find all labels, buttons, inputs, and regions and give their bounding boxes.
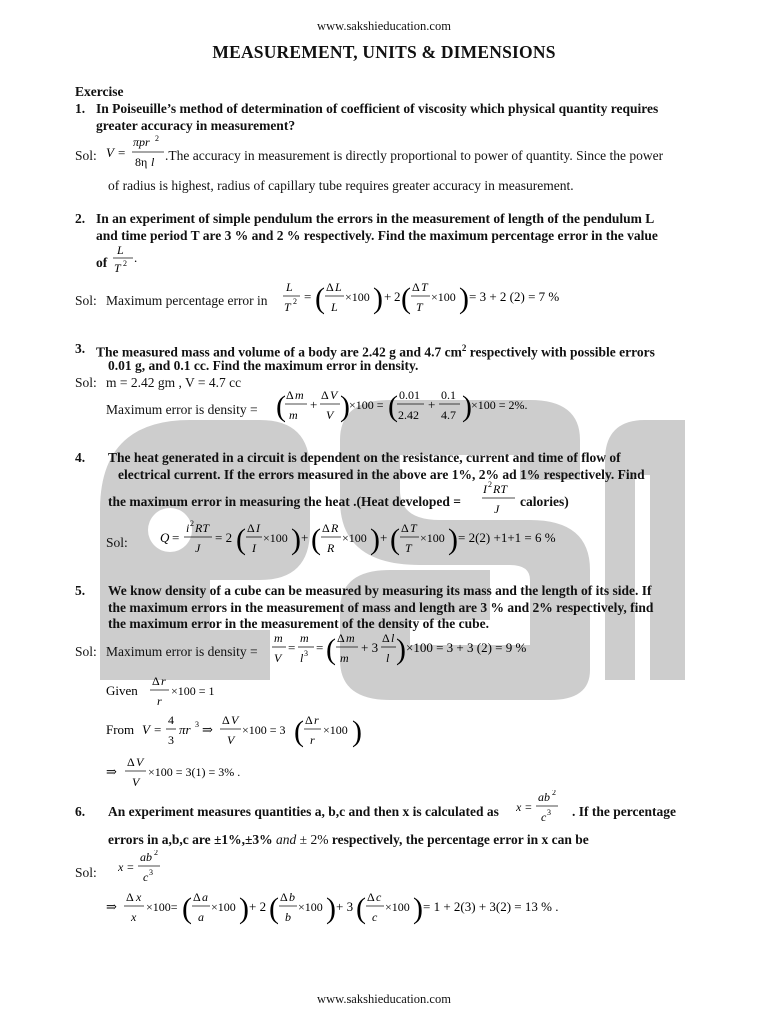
q6-question-line1: An experiment measures quantities a, b,c and then x is calculated as — [108, 804, 499, 819]
svg-text:0.1: 0.1 — [441, 388, 456, 402]
svg-text:L: L — [286, 280, 293, 294]
q6-solution-formula — [118, 850, 178, 893]
svg-text:×100: ×100 — [211, 900, 236, 914]
svg-text:): ) — [396, 633, 406, 666]
q5-number: 5. — [75, 583, 86, 598]
svg-text:=: = — [525, 800, 532, 814]
svg-text:=: = — [172, 530, 180, 545]
q5-question-line1: We know density of a cube can be measured by measuring its mass and the length of its side. If — [108, 583, 652, 598]
svg-text:+ 3: + 3 — [361, 640, 379, 655]
svg-text:3: 3 — [547, 808, 551, 817]
q3-solution-formula — [276, 386, 546, 433]
svg-text:+ 3: + 3 — [336, 899, 354, 914]
svg-text:4: 4 — [168, 713, 174, 727]
q5-result-formula — [106, 754, 286, 799]
svg-text:V: V — [132, 775, 140, 789]
svg-text:×100: ×100 — [323, 723, 348, 737]
svg-text:J: J — [195, 541, 201, 555]
q4-question-line2: electrical current. If the errors measured in the above are 1%, 2% ad 1% respectively. Find — [118, 467, 645, 482]
q4-question-formula — [480, 479, 520, 524]
q4-question-line3: the maximum error in measuring the heat .(Heat developed = — [108, 494, 461, 509]
svg-text:x: x — [136, 890, 142, 904]
svg-text:x: x — [516, 800, 522, 814]
q1-sol-label: Sol: — [75, 148, 97, 163]
svg-text:2: 2 — [552, 790, 556, 797]
q3-number: 3. — [75, 341, 86, 356]
svg-text:L: L — [335, 280, 342, 294]
svg-text:): ) — [340, 390, 350, 423]
q2-question-formula — [111, 243, 141, 284]
svg-text:l: l — [391, 631, 395, 645]
q2-number: 2. — [75, 211, 86, 226]
q3-question-line1: The measured mass and volume of a body are 2.42 g and 4.7 $cm^2$ respectively with possible errors — [96, 343, 655, 360]
svg-text:+: + — [310, 397, 318, 412]
svg-text:L: L — [117, 243, 124, 257]
svg-text:×100: ×100 — [263, 531, 288, 545]
q4-solution-formula — [160, 519, 590, 566]
svg-text:T: T — [405, 541, 412, 555]
svg-text:2.42: 2.42 — [398, 408, 419, 422]
svg-text:(: ( — [236, 523, 246, 556]
svg-text:c: c — [541, 810, 547, 824]
svg-text:b: b — [285, 910, 291, 924]
svg-text:=: = — [304, 289, 312, 304]
svg-text:V: V — [326, 408, 334, 422]
q1-question-line2: greater accuracy in measurement? — [96, 118, 296, 133]
q6-question-line1-end: . If the percentage — [572, 804, 676, 819]
svg-text:x: x — [118, 860, 124, 874]
q1-solution-line2: of radius is highest, radius of capillary tube requires greater accuracy in measurement. — [108, 178, 574, 193]
q2-question-line1: In an experiment of simple pendulum the errors in the measurement of length of the pendulum L — [96, 211, 655, 226]
svg-text:×100 = 3 + 3 (2) = 9 %: ×100 = 3 + 3 (2) = 9 % — [406, 640, 527, 655]
svg-text:Δ: Δ — [280, 890, 288, 904]
svg-text:Δ: Δ — [326, 280, 334, 294]
svg-text:=: = — [154, 722, 162, 737]
q3-sol-text: Maximum error is density = — [106, 402, 258, 417]
svg-text:V: V — [142, 722, 150, 737]
q5-from-formula — [106, 712, 376, 759]
svg-text:Δ: Δ — [193, 890, 201, 904]
svg-text:+: + — [380, 530, 388, 545]
svg-text:Δ: Δ — [126, 890, 134, 904]
svg-text:Δ: Δ — [321, 388, 329, 402]
svg-text:m: m — [289, 408, 298, 422]
svg-text:Δ: Δ — [222, 713, 230, 727]
svg-text:b: b — [289, 890, 295, 904]
svg-text:4.7: 4.7 — [441, 408, 456, 422]
svg-text:2: 2 — [190, 519, 194, 528]
svg-text:=: = — [118, 145, 126, 160]
svg-text:x: x — [131, 910, 137, 924]
svg-text:): ) — [373, 282, 383, 315]
svg-text:Δ: Δ — [322, 521, 330, 535]
header-site-url: www.sakshieducation.com — [317, 19, 451, 33]
svg-text:c: c — [372, 910, 378, 924]
q3-given: m = 2.42 gm , V = 4.7 cc — [106, 375, 242, 390]
svg-text:(: ( — [388, 390, 398, 423]
svg-text:.: . — [134, 250, 138, 265]
svg-text:m: m — [300, 631, 309, 645]
svg-text:a: a — [202, 890, 208, 904]
svg-text:×100 = 1: ×100 = 1 — [171, 684, 215, 698]
svg-text:= 3 + 2 (2) = 7 %: = 3 + 2 (2) = 7 % — [469, 289, 560, 304]
svg-text:V: V — [274, 651, 282, 665]
svg-text:r: r — [161, 674, 166, 688]
svg-text:Δ: Δ — [305, 713, 313, 727]
svg-text:Q: Q — [160, 530, 170, 545]
svg-text:T: T — [410, 521, 417, 535]
page-title: MEASUREMENT, UNITS & DIMENSIONS — [212, 42, 556, 62]
svg-text:Given: Given — [106, 683, 138, 698]
svg-text:J: J — [494, 502, 500, 516]
q5-question-line2: the maximum errors in the measurement of mass and length are 3 % and 2% respectively, find — [108, 600, 654, 615]
svg-text:m: m — [274, 631, 283, 645]
q6-question-formula — [516, 790, 576, 833]
svg-text:RT: RT — [493, 482, 508, 496]
svg-text:c: c — [376, 890, 382, 904]
svg-text:3: 3 — [149, 868, 153, 877]
q6-question-line2: errors in a,b,c are ±1%,±3% and ± 2% respectively, the percentage error in x can be — [108, 832, 589, 847]
svg-text:r: r — [314, 713, 319, 727]
svg-text:×100=: ×100= — [146, 900, 178, 914]
q3-sol-label: Sol: — [75, 375, 97, 390]
svg-text:I: I — [483, 482, 487, 496]
q4-number: 4. — [75, 450, 86, 465]
svg-text:πr: πr — [179, 722, 191, 737]
svg-text:3: 3 — [195, 720, 199, 729]
svg-text:Δ: Δ — [401, 521, 409, 535]
q1-question-line1: In Poiseuille’s method of determination of coefficient of viscosity which physical quantity requires — [96, 101, 659, 116]
svg-text:2: 2 — [123, 259, 127, 268]
svg-text:×100 =: ×100 = — [349, 398, 384, 412]
q4-question-line1: The heat generated in a circuit is dependent on the resistance, current and time of flow of — [108, 450, 621, 465]
q4-sol-label: Sol: — [106, 535, 128, 550]
svg-text:): ) — [239, 892, 249, 925]
q5-solution-formula — [272, 629, 562, 676]
svg-text:V: V — [227, 733, 235, 747]
svg-text:Δ: Δ — [367, 890, 375, 904]
svg-text:Δ: Δ — [337, 631, 345, 645]
q6-number: 6. — [75, 804, 86, 819]
svg-text:m: m — [346, 631, 355, 645]
svg-text:=: = — [127, 860, 134, 874]
svg-text:Δ: Δ — [127, 755, 135, 769]
svg-text:L: L — [331, 300, 338, 314]
svg-text:×100 = 3: ×100 = 3 — [242, 723, 286, 737]
svg-text:2: 2 — [154, 850, 158, 857]
svg-text:Δ: Δ — [286, 388, 294, 402]
svg-text:V: V — [231, 713, 239, 727]
svg-text:⇒: ⇒ — [202, 722, 213, 737]
svg-text:(: ( — [315, 282, 325, 315]
svg-text:V: V — [330, 388, 338, 402]
svg-text:V: V — [106, 145, 114, 160]
svg-text:): ) — [352, 715, 362, 748]
svg-text:×100: ×100 — [342, 531, 367, 545]
svg-text:T: T — [421, 280, 428, 294]
svg-text:l: l — [300, 651, 304, 665]
svg-text:R: R — [327, 541, 335, 555]
svg-text:×100: ×100 — [420, 531, 445, 545]
svg-text:From: From — [106, 722, 135, 737]
svg-text:3: 3 — [304, 649, 308, 658]
svg-text:m: m — [340, 651, 349, 665]
svg-text:=: = — [288, 640, 296, 655]
footer-site-url: www.sakshieducation.com — [317, 992, 451, 1006]
q1-solution-line1: .The accuracy in measurement is directly proportional to power of quantity. Since the power — [165, 148, 664, 163]
svg-text:+: + — [301, 530, 309, 545]
svg-text:r: r — [310, 733, 315, 747]
svg-text:r: r — [157, 694, 162, 708]
q5-question-line3: the maximum error in the measurement of the density of the cube. — [108, 616, 489, 631]
svg-text:= 2(2) +1+1 = 6 %: = 2(2) +1+1 = 6 % — [458, 530, 556, 545]
svg-text:πpr: πpr — [133, 135, 150, 149]
svg-text:(: ( — [326, 633, 336, 666]
q2-question-line2: and time period T are 3 % and 2 % respectively. Find the maximum percentage error in the value — [96, 228, 658, 243]
svg-text:): ) — [413, 892, 423, 925]
exercise-heading: Exercise — [75, 84, 124, 99]
svg-text:): ) — [462, 390, 472, 423]
svg-text:×100 = 2%.: ×100 = 2%. — [471, 398, 528, 412]
svg-text:): ) — [326, 892, 336, 925]
svg-text:ab: ab — [538, 790, 550, 804]
svg-text:2: 2 — [293, 297, 297, 306]
svg-text:T: T — [114, 261, 121, 275]
svg-text:+: + — [428, 397, 436, 412]
svg-text:): ) — [448, 523, 458, 556]
svg-text:2: 2 — [488, 480, 492, 489]
svg-text:×100: ×100 — [345, 290, 370, 304]
svg-text:V: V — [136, 755, 144, 769]
svg-text:×100: ×100 — [298, 900, 323, 914]
svg-text:(: ( — [401, 282, 411, 315]
svg-text:Δ: Δ — [152, 674, 160, 688]
svg-text:= 1 + 2(3) + 3(2) = 13 % .: = 1 + 2(3) + 3(2) = 13 % . — [423, 899, 559, 914]
svg-text:l: l — [386, 651, 390, 665]
svg-text:2: 2 — [155, 134, 159, 143]
svg-text:8η: 8η — [135, 155, 148, 169]
svg-text:i: i — [186, 521, 190, 535]
svg-text:(: ( — [356, 892, 366, 925]
svg-text:(: ( — [311, 523, 321, 556]
svg-text:×100: ×100 — [431, 290, 456, 304]
svg-text:3: 3 — [168, 733, 174, 747]
svg-text:×100: ×100 — [385, 900, 410, 914]
q5-sol-label: Sol: — [75, 644, 97, 659]
svg-text:Δ: Δ — [247, 521, 255, 535]
svg-text:R: R — [331, 521, 339, 535]
svg-text:a: a — [198, 910, 204, 924]
svg-text:⇒: ⇒ — [106, 764, 117, 779]
svg-text:(: ( — [269, 892, 279, 925]
svg-text:=: = — [316, 640, 324, 655]
q6-sol-label: Sol: — [75, 865, 97, 880]
svg-text:I: I — [252, 541, 256, 555]
svg-text:2: 2 — [394, 289, 401, 304]
q6-result-formula — [106, 888, 586, 935]
q2-sol-label: Sol: — [75, 293, 97, 308]
q2-solution-formula — [282, 278, 582, 325]
svg-text:m: m — [295, 388, 304, 402]
svg-text:c: c — [143, 870, 149, 884]
q5-sol-text: Maximum error is density = — [106, 644, 258, 659]
svg-text:): ) — [291, 523, 301, 556]
svg-text:I: I — [256, 521, 260, 535]
svg-text:0.01: 0.01 — [399, 388, 420, 402]
q1-number: 1. — [75, 101, 86, 116]
q2-sol-text: Maximum percentage error in — [106, 293, 268, 308]
svg-text:): ) — [370, 523, 380, 556]
svg-text:+ 2: + 2 — [249, 899, 267, 914]
svg-text:= 2: = 2 — [215, 530, 233, 545]
svg-text:): ) — [459, 282, 469, 315]
q4-question-calories: calories) — [520, 494, 569, 509]
svg-text:+: + — [384, 289, 392, 304]
svg-text:(: ( — [182, 892, 192, 925]
svg-text:T: T — [416, 300, 423, 314]
svg-text:ab: ab — [140, 850, 152, 864]
svg-text:Δ: Δ — [412, 280, 420, 294]
svg-text:(: ( — [294, 715, 304, 748]
svg-text:RT: RT — [195, 521, 210, 535]
svg-text:Δ: Δ — [382, 631, 390, 645]
svg-text:×100 = 3(1) = 3% .: ×100 = 3(1) = 3% . — [148, 765, 241, 779]
q3-question-line2: 0.01 g, and 0.1 cc. Find the maximum error in density. — [108, 358, 419, 373]
q2-question-of: of — [96, 255, 108, 270]
svg-text:(: ( — [276, 390, 286, 423]
q1-formula — [106, 133, 168, 178]
svg-text:l: l — [151, 155, 155, 169]
svg-text:(: ( — [390, 523, 400, 556]
svg-text:⇒: ⇒ — [106, 899, 117, 914]
svg-text:T: T — [284, 300, 291, 314]
